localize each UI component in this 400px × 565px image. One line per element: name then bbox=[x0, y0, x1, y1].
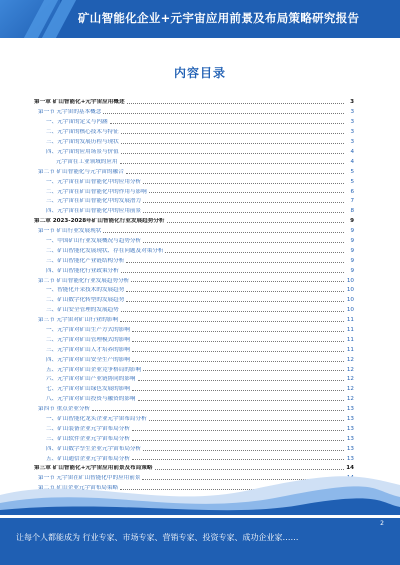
toc-entry[interactable] bbox=[34, 145, 354, 155]
toc-entry-label: 第二章 2023-2028年矿山智能化行业发展趋势分析 bbox=[34, 218, 165, 225]
toc-entry[interactable] bbox=[34, 403, 354, 413]
toc-leader-dots bbox=[132, 341, 344, 342]
toc-entry-page: 9 bbox=[350, 237, 354, 244]
toc-entry-label: 二、元宇宙的核心技术与特征 bbox=[46, 129, 119, 136]
toc-entry-label: 四、元宇宙在矿山智能化中的应用前景 bbox=[46, 208, 142, 215]
toc-entry-label: 一、矿山智能化龙头企业元宇宙布局分析 bbox=[46, 415, 147, 422]
toc-entry-label: 四、矿山数字孪生企业元宇宙布局分析 bbox=[46, 445, 142, 452]
toc-entry-page: 4 bbox=[350, 158, 354, 165]
toc-entry[interactable] bbox=[34, 215, 354, 225]
toc-entry[interactable] bbox=[34, 136, 354, 146]
toc-leader-dots bbox=[143, 370, 344, 371]
toc-entry-label: 元宇宙在工业领域的应用 bbox=[56, 158, 118, 165]
toc-entry[interactable] bbox=[34, 353, 354, 363]
toc-entry[interactable] bbox=[34, 106, 354, 116]
toc-entry-label: 三、元宇宙对矿山人才培养的影响 bbox=[46, 346, 130, 353]
toc-leader-dots bbox=[165, 252, 344, 253]
toc-entry-page: 3 bbox=[350, 119, 354, 126]
toc-entry-label: 三、矿山安全管理的发展趋势 bbox=[46, 307, 119, 314]
toc-leader-dots bbox=[126, 301, 344, 302]
table-of-contents bbox=[34, 96, 354, 511]
toc-entry-label: 二、矿山装备企业元宇宙布局分析 bbox=[46, 425, 130, 432]
toc-entry[interactable] bbox=[34, 126, 354, 136]
toc-entry-page: 13 bbox=[346, 406, 354, 413]
toc-leader-dots bbox=[103, 232, 344, 233]
toc-leader-dots bbox=[120, 321, 344, 322]
toc-entry-label: 第三章 矿山智能化+元宇宙应用前景及布局策略 bbox=[34, 465, 153, 472]
toc-entry[interactable] bbox=[34, 294, 354, 304]
toc-leader-dots bbox=[143, 183, 344, 184]
toc-entry-label: 一、元宇宙的定义与内涵 bbox=[46, 119, 108, 126]
toc-entry-page: 13 bbox=[346, 425, 354, 432]
toc-entry-label: 四、矿山智能化行业政策分析 bbox=[46, 267, 119, 274]
toc-entry-page: 12 bbox=[346, 376, 354, 383]
toc-entry[interactable] bbox=[34, 195, 354, 205]
page-number: 2 bbox=[380, 520, 384, 527]
toc-entry-label: 三、元宇宙在矿山智能化中的发展潜力 bbox=[46, 198, 142, 205]
toc-entry-label: 第一章 矿山智能化+元宇宙应用概述 bbox=[34, 99, 125, 106]
toc-entry[interactable] bbox=[34, 422, 354, 432]
toc-entry-page: 11 bbox=[346, 336, 354, 343]
toc-leader-dots bbox=[121, 143, 344, 144]
toc-entry-page: 9 bbox=[350, 228, 354, 235]
toc-entry-page: 10 bbox=[346, 307, 354, 314]
toc-entry-label: 二、矿山数字化转型的发展趋势 bbox=[46, 297, 125, 304]
toc-entry[interactable] bbox=[34, 244, 354, 254]
toc-entry-label: 第三节 元宇宙对矿山行业的影响 bbox=[38, 317, 119, 324]
toc-entry-page: 9 bbox=[350, 247, 354, 254]
report-header bbox=[0, 0, 400, 38]
report-title: 矿山智能化企业+元宇宙应用前景及布局策略研究报告 bbox=[78, 11, 360, 25]
toc-entry[interactable] bbox=[34, 393, 354, 403]
toc-leader-dots bbox=[120, 163, 344, 164]
toc-entry[interactable] bbox=[34, 155, 354, 165]
toc-leader-dots bbox=[121, 272, 344, 273]
toc-entry-label: 二、元宇宙在矿山智能化中的作用与影响 bbox=[46, 188, 147, 195]
toc-entry-page: 3 bbox=[350, 109, 354, 116]
toc-leader-dots bbox=[138, 400, 344, 401]
toc-entry-label: 八、元宇宙对矿山投资与融资的影响 bbox=[46, 396, 136, 403]
toc-entry-label: 二、元宇宙对矿山管理模式的影响 bbox=[46, 336, 130, 343]
toc-leader-dots bbox=[127, 103, 344, 104]
toc-entry-page: 9 bbox=[350, 267, 354, 274]
toc-entry-page: 10 bbox=[346, 277, 354, 284]
toc-entry-page: 12 bbox=[346, 356, 354, 363]
toc-entry-label: 一、元宇宙在矿山智能化中的应用分析 bbox=[46, 178, 142, 185]
toc-leader-dots bbox=[110, 123, 344, 124]
toc-heading: 内容目录 bbox=[173, 66, 226, 80]
toc-entry-page: 3 bbox=[350, 139, 354, 146]
toc-entry-label: 第二节 矿山企业元宇宙布局策略 bbox=[38, 485, 119, 492]
toc-leader-dots bbox=[132, 390, 344, 391]
toc-entry-page: 12 bbox=[346, 396, 354, 403]
toc-entry[interactable] bbox=[34, 165, 354, 175]
toc-entry-page: 6 bbox=[350, 188, 354, 195]
toc-entry[interactable] bbox=[34, 225, 354, 235]
toc-leader-dots bbox=[126, 291, 344, 292]
toc-entry[interactable] bbox=[34, 205, 354, 215]
toc-entry-page: 13 bbox=[346, 415, 354, 422]
toc-leader-dots bbox=[143, 212, 344, 213]
toc-entry-page: 14 bbox=[346, 465, 354, 472]
toc-entry[interactable] bbox=[34, 116, 354, 126]
toc-entry-page: 11 bbox=[346, 346, 354, 353]
report-footer bbox=[0, 518, 400, 565]
toc-entry-label: 三、矿山智能化产业链结构分析 bbox=[46, 257, 125, 264]
toc-leader-dots bbox=[138, 380, 344, 381]
toc-leader-dots bbox=[143, 242, 344, 243]
toc-entry-page: 5 bbox=[350, 168, 354, 175]
toc-entry[interactable] bbox=[34, 323, 354, 333]
toc-entry[interactable] bbox=[34, 185, 354, 195]
toc-entry[interactable] bbox=[34, 413, 354, 423]
toc-entry-label: 一、元宇宙对矿山生产方式的影响 bbox=[46, 326, 130, 333]
toc-entry[interactable] bbox=[34, 96, 354, 106]
toc-entry-page: 4 bbox=[350, 148, 354, 155]
toc-leader-dots bbox=[132, 331, 344, 332]
toc-leader-dots bbox=[132, 440, 344, 441]
toc-entry-page: 12 bbox=[346, 386, 354, 393]
toc-leader-dots bbox=[121, 311, 344, 312]
toc-entry-label: 一、智能化开采技术的发展趋势 bbox=[46, 287, 125, 294]
toc-entry[interactable] bbox=[34, 343, 354, 353]
toc-leader-dots bbox=[121, 133, 344, 134]
toc-entry-page: 12 bbox=[346, 366, 354, 373]
toc-entry-page: 10 bbox=[346, 287, 354, 294]
toc-entry-page: 13 bbox=[346, 445, 354, 452]
toc-entry-label: 第二节 矿山智能化与元宇宙的融合 bbox=[38, 168, 124, 175]
toc-leader-dots bbox=[92, 410, 344, 411]
toc-entry-page: 11 bbox=[346, 317, 354, 324]
toc-leader-dots bbox=[143, 202, 344, 203]
toc-entry-label: 七、元宇宙对矿山绿色发展的影响 bbox=[46, 386, 130, 393]
toc-entry[interactable] bbox=[34, 333, 354, 343]
toc-entry[interactable] bbox=[34, 264, 354, 274]
toc-entry-page: 13 bbox=[346, 455, 354, 462]
toc-leader-dots bbox=[167, 222, 344, 223]
toc-leader-dots bbox=[132, 351, 344, 352]
toc-entry[interactable] bbox=[34, 383, 354, 393]
toc-entry-page: 9 bbox=[350, 218, 354, 225]
toc-entry-page: 3 bbox=[350, 129, 354, 136]
toc-entry-page: 11 bbox=[346, 326, 354, 333]
toc-entry-label: 三、元宇宙的发展历程与现状 bbox=[46, 139, 119, 146]
footer-slogan: 让每个人都能成为 行业专家、市场专家、营销专家、投资专家、成功企业家…… bbox=[16, 533, 299, 542]
toc-entry-page: 9 bbox=[350, 257, 354, 264]
toc-entry-page: 3 bbox=[350, 99, 354, 106]
toc-entry-label: 五、矿山通信企业元宇宙布局分析 bbox=[46, 455, 130, 462]
toc-entry[interactable] bbox=[34, 234, 354, 244]
toc-entry[interactable] bbox=[34, 314, 354, 324]
toc-entry[interactable] bbox=[34, 432, 354, 442]
toc-leader-dots bbox=[132, 430, 344, 431]
toc-entry-page: 10 bbox=[346, 297, 354, 304]
toc-entry[interactable] bbox=[34, 442, 354, 452]
toc-entry-label: 一、中国矿山行业发展概况与趋势分析 bbox=[46, 237, 142, 244]
toc-entry-label: 五、元宇宙对矿山企业竞争格局的影响 bbox=[46, 366, 142, 373]
toc-leader-dots bbox=[126, 173, 344, 174]
toc-entry-label: 第二节 矿山智能化行业发展趋势分析 bbox=[38, 277, 130, 284]
toc-entry-page: 8 bbox=[350, 208, 354, 215]
toc-entry[interactable] bbox=[34, 363, 354, 373]
toc-leader-dots bbox=[131, 281, 344, 282]
toc-entry-page: 5 bbox=[350, 178, 354, 185]
toc-entry[interactable] bbox=[34, 373, 354, 383]
toc-leader-dots bbox=[126, 262, 344, 263]
toc-entry[interactable] bbox=[34, 175, 354, 185]
toc-entry-label: 六、元宇宙对矿山产业链协同的影响 bbox=[46, 376, 136, 383]
toc-entry-page: 7 bbox=[350, 198, 354, 205]
toc-entry-label: 第一节 元宇宙的基本概念 bbox=[38, 109, 102, 116]
toc-entry-label: 第四节 重点企业分析 bbox=[38, 406, 91, 413]
toc-leader-dots bbox=[143, 450, 344, 451]
toc-entry-label: 二、矿山智能化发展现状、存在问题及对策分析 bbox=[46, 247, 164, 254]
toc-entry[interactable] bbox=[34, 254, 354, 264]
toc-entry[interactable] bbox=[34, 304, 354, 314]
footer-wave-decoration bbox=[0, 455, 400, 515]
toc-entry-label: 第一节 矿山行业发展现状 bbox=[38, 228, 102, 235]
toc-leader-dots bbox=[149, 192, 344, 193]
toc-leader-dots bbox=[103, 113, 344, 114]
toc-entry-label: 第一节 元宇宙在矿山智能化中的应用前景 bbox=[38, 475, 141, 482]
toc-entry-page: 13 bbox=[346, 435, 354, 442]
toc-entry-label: 四、元宇宙对矿山安全生产的影响 bbox=[46, 356, 130, 363]
toc-leader-dots bbox=[132, 361, 344, 362]
toc-entry-label: 四、元宇宙的应用场景与价值 bbox=[46, 148, 119, 155]
toc-entry[interactable] bbox=[34, 274, 354, 284]
toc-leader-dots bbox=[121, 153, 344, 154]
toc-entry[interactable] bbox=[34, 284, 354, 294]
toc-entry-label: 三、矿山软件企业元宇宙布局分析 bbox=[46, 435, 130, 442]
toc-leader-dots bbox=[149, 420, 344, 421]
